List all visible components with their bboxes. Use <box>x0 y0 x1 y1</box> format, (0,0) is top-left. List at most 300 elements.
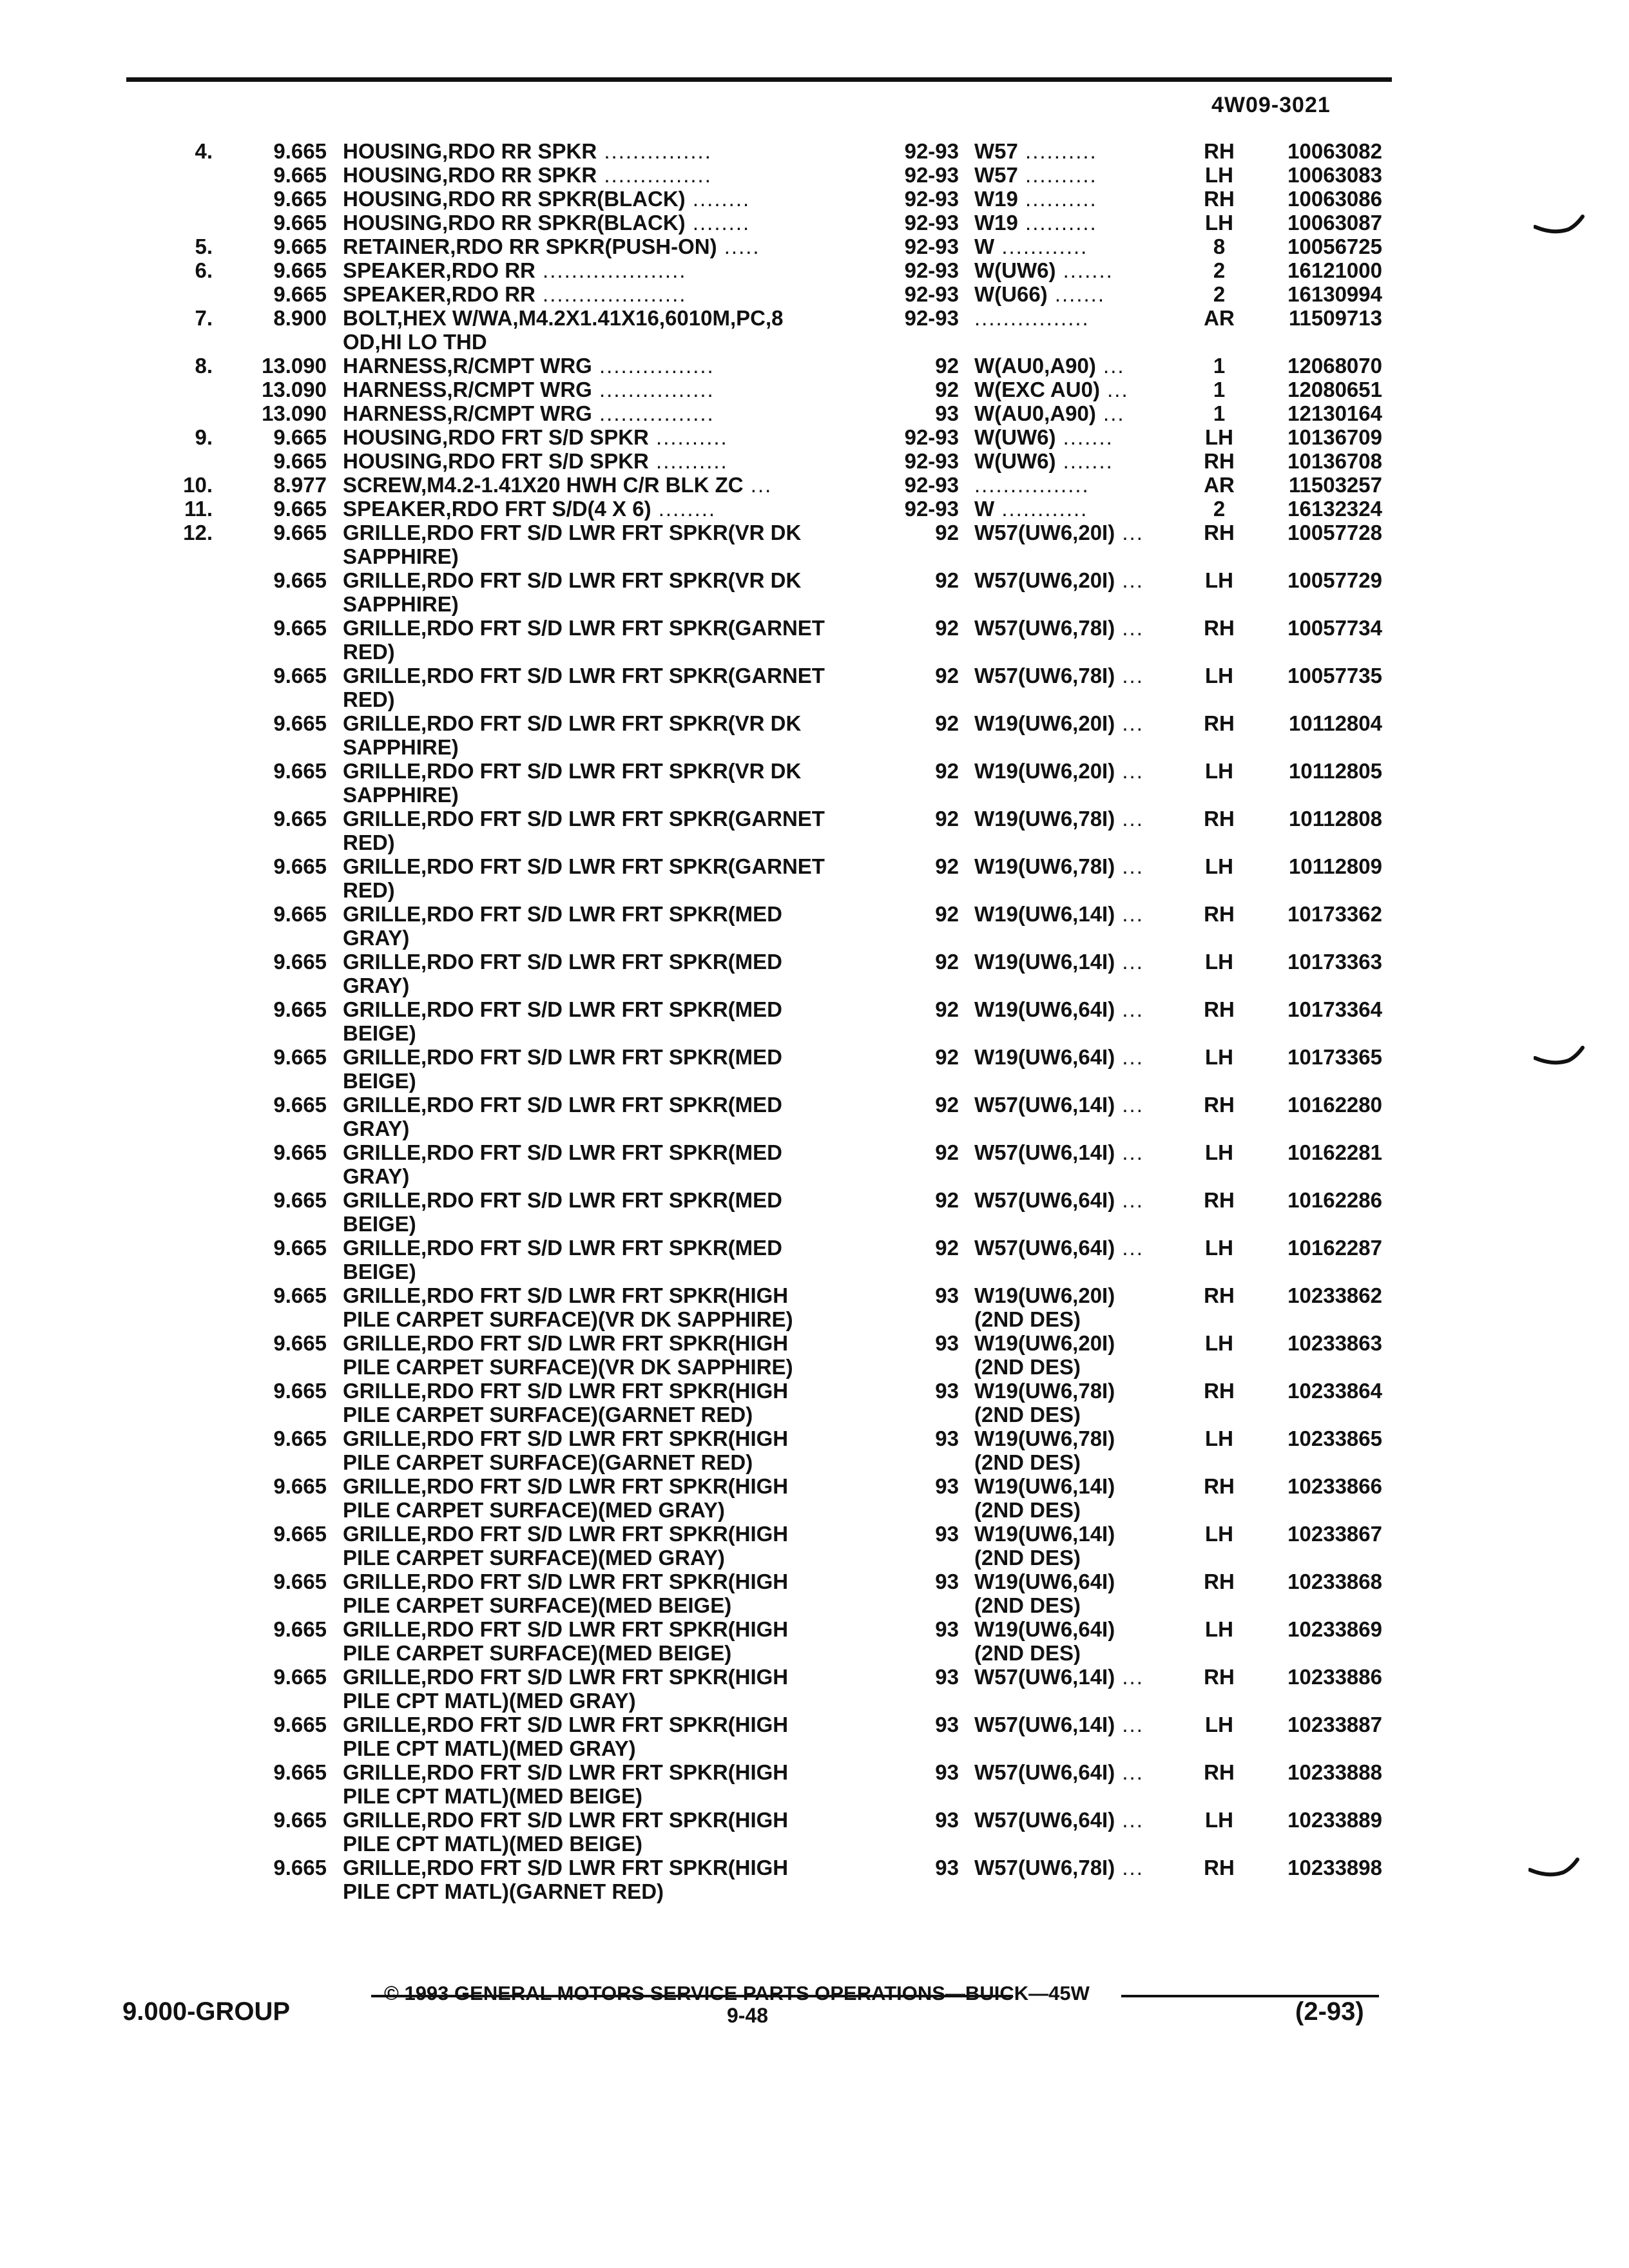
part-name: HOUSING <box>343 163 443 187</box>
model-text: W57(UW6,78I) <box>974 616 1115 640</box>
part-description <box>343 282 884 306</box>
part-description <box>343 1427 884 1474</box>
leader-dots: ... <box>1095 354 1125 378</box>
part-number: 10063086 <box>1287 187 1382 211</box>
quantity: 2 <box>1213 258 1226 282</box>
model-years: 93 <box>935 1760 959 1784</box>
group-number: 9.665 <box>273 664 327 687</box>
part-description <box>343 425 884 449</box>
part-description <box>343 997 884 1045</box>
model-text: W19(UW6,20I) <box>974 711 1115 735</box>
quantity: RH <box>1204 1665 1235 1689</box>
group-number: 9.665 <box>273 616 327 640</box>
group-number: 13.090 <box>262 378 327 401</box>
part-detail: ,RDO FRT S/D LWR FRT SPKR(MED <box>421 902 782 926</box>
part-detail: ,RDO FRT S/D LWR FRT SPKR(MED <box>421 1188 782 1212</box>
part-number: 10233864 <box>1287 1379 1382 1403</box>
part-name: GRILLE <box>343 1379 421 1403</box>
part-number: 10136709 <box>1287 425 1382 449</box>
leader-dots: ... <box>1115 1045 1144 1069</box>
part-name: HOUSING <box>343 187 443 211</box>
leader-dots: ................ <box>592 401 715 425</box>
model-text: W19(UW6,14I) <box>974 1522 1115 1546</box>
group-number: 9.665 <box>273 1188 327 1212</box>
part-number: 10233898 <box>1287 1856 1382 1879</box>
part-detail: ,RDO FRT S/D LWR FRT SPKR(HIGH <box>421 1522 789 1546</box>
leader-dots: ... <box>1115 711 1144 735</box>
part-detail: ,RDO FRT S/D LWR FRT SPKR(VR DK <box>421 711 802 735</box>
quantity: 2 <box>1213 282 1226 306</box>
part-name: GRILLE <box>343 1331 421 1355</box>
group-number: 8.977 <box>273 473 327 497</box>
model-text: W19(UW6,64I) <box>974 1617 1115 1641</box>
model-years: 92 <box>935 807 959 831</box>
model-years: 92 <box>935 354 959 378</box>
model-code <box>974 187 1097 211</box>
model-code <box>974 282 1105 306</box>
model-text: W57(UW6,14I) <box>974 1713 1115 1736</box>
quantity: LH <box>1205 854 1233 878</box>
part-name: SPEAKER <box>343 497 446 521</box>
part-number: 10063083 <box>1287 163 1382 187</box>
part-number: 10162287 <box>1287 1236 1382 1260</box>
leader-dots: ... <box>1115 664 1144 687</box>
model-text-continued: (2ND DES) <box>974 1355 1081 1379</box>
quantity: RH <box>1204 1760 1235 1784</box>
part-number: 16132324 <box>1287 497 1382 521</box>
model-text: W19(UW6,64I) <box>974 1045 1115 1069</box>
quantity: AR <box>1204 473 1235 497</box>
part-description <box>343 306 884 354</box>
part-name: GRILLE <box>343 759 421 783</box>
document-code: 4W09-3021 <box>1211 93 1331 117</box>
ref-number: 10. <box>183 473 213 497</box>
part-name: GRILLE <box>343 616 421 640</box>
part-name: RETAINER <box>343 235 450 258</box>
model-code <box>974 473 1090 497</box>
model-code <box>974 854 1144 878</box>
model-text: W57(UW6,64I) <box>974 1760 1115 1784</box>
part-number: 10162281 <box>1287 1140 1382 1164</box>
part-number: 10173365 <box>1287 1045 1382 1069</box>
model-text: W57 <box>974 163 1018 187</box>
model-years: 92-93 <box>904 235 959 258</box>
quantity: RH <box>1204 997 1235 1021</box>
part-detail: ,RDO FRT S/D LWR FRT SPKR(MED <box>421 1093 782 1117</box>
part-name: HARNESS <box>343 354 447 378</box>
group-number: 9.665 <box>273 1474 327 1498</box>
leader-dots: ................ <box>592 378 715 401</box>
quantity: 2 <box>1213 497 1226 521</box>
group-number: 9.665 <box>273 258 327 282</box>
part-name: HOUSING <box>343 425 443 449</box>
part-detail-continued: PILE CPT MATL)(MED GRAY) <box>343 1736 636 1760</box>
part-number: 10233888 <box>1287 1760 1382 1784</box>
leader-dots: ....... <box>1055 425 1113 449</box>
model-years: 92 <box>935 997 959 1021</box>
leader-dots: ... <box>1115 1808 1144 1832</box>
model-code <box>974 139 1097 163</box>
model-years: 92 <box>935 521 959 544</box>
quantity: LH <box>1205 1427 1233 1450</box>
part-description <box>343 1379 884 1427</box>
leader-dots: ... <box>1115 950 1144 974</box>
part-description <box>343 1331 884 1379</box>
part-detail: ,RDO FRT S/D LWR FRT SPKR(MED <box>421 1236 782 1260</box>
part-name: HARNESS <box>343 401 447 425</box>
group-number: 9.665 <box>273 1665 327 1689</box>
ref-number: 4. <box>195 139 213 163</box>
part-detail-continued: PILE CARPET SURFACE)(GARNET RED) <box>343 1403 753 1427</box>
quantity: RH <box>1204 1188 1235 1212</box>
part-detail: ,RDO FRT S/D LWR FRT SPKR(HIGH <box>421 1474 789 1498</box>
part-detail-continued: SAPPHIRE) <box>343 544 459 568</box>
leader-dots: ................ <box>592 354 715 378</box>
part-detail-continued: RED) <box>343 687 395 711</box>
part-number: 10162286 <box>1287 1188 1382 1212</box>
part-name: SPEAKER <box>343 258 446 282</box>
model-text: W19(UW6,20I) <box>974 759 1115 783</box>
model-code <box>974 1760 1144 1784</box>
model-text: W(U66) <box>974 282 1048 306</box>
part-detail: ,RDO FRT S/D LWR FRT SPKR(HIGH <box>421 1856 789 1879</box>
model-code <box>974 950 1144 974</box>
part-name: SCREW <box>343 473 421 497</box>
quantity: LH <box>1205 425 1233 449</box>
group-number: 9.665 <box>273 759 327 783</box>
part-description <box>343 1283 884 1331</box>
model-years: 92 <box>935 759 959 783</box>
part-detail-continued: BEIGE) <box>343 1212 416 1236</box>
model-text-continued: (2ND DES) <box>974 1403 1081 1427</box>
model-text: W19(UW6,78I) <box>974 807 1115 831</box>
part-number: 12130164 <box>1287 401 1382 425</box>
model-code <box>974 1856 1144 1879</box>
part-number: 11503257 <box>1288 473 1382 497</box>
quantity: LH <box>1205 1808 1233 1832</box>
model-years: 92 <box>935 1188 959 1212</box>
group-number: 9.665 <box>273 1379 327 1403</box>
group-number: 9.665 <box>273 497 327 521</box>
part-detail: ,RDO RR SPKR <box>442 139 597 163</box>
model-text: W57(UW6,20I) <box>974 568 1115 592</box>
ref-number: 12. <box>183 521 213 544</box>
model-code <box>974 759 1144 783</box>
quantity: LH <box>1205 1045 1233 1069</box>
quantity: 1 <box>1213 401 1226 425</box>
group-number: 9.665 <box>273 1093 327 1117</box>
part-number: 12068070 <box>1287 354 1382 378</box>
leader-dots: ... <box>1115 1140 1144 1164</box>
model-text: W57(UW6,14I) <box>974 1140 1115 1164</box>
part-number: 10057729 <box>1287 568 1382 592</box>
part-description <box>343 1713 884 1760</box>
part-detail-continued: BEIGE) <box>343 1260 416 1283</box>
leader-dots: .......... <box>1017 139 1097 163</box>
model-text: W57(UW6,78I) <box>974 664 1115 687</box>
ref-number: 9. <box>195 425 213 449</box>
quantity: LH <box>1205 1522 1233 1546</box>
part-name: HOUSING <box>343 139 443 163</box>
part-detail: ,RDO FRT S/D LWR FRT SPKR(VR DK <box>421 759 802 783</box>
quantity: LH <box>1205 1713 1233 1736</box>
part-description <box>343 807 884 854</box>
model-code <box>974 1045 1144 1069</box>
model-code <box>974 1331 1115 1379</box>
model-years: 92-93 <box>904 187 959 211</box>
part-name: GRILLE <box>343 1283 421 1307</box>
part-number: 10233866 <box>1287 1474 1382 1498</box>
group-number: 9.665 <box>273 1570 327 1593</box>
group-number: 9.665 <box>273 568 327 592</box>
quantity: AR <box>1204 306 1235 330</box>
quantity: RH <box>1204 1474 1235 1498</box>
model-code <box>974 1522 1115 1570</box>
model-years: 92-93 <box>904 497 959 521</box>
model-text: W57(UW6,64I) <box>974 1808 1115 1832</box>
model-code <box>974 1474 1115 1522</box>
part-name: GRILLE <box>343 902 421 926</box>
model-code <box>974 902 1144 926</box>
part-number: 11509713 <box>1288 306 1382 330</box>
part-detail: ,RDO FRT S/D LWR FRT SPKR(GARNET <box>421 854 825 878</box>
part-detail: ,RDO RR SPKR(BLACK) <box>442 211 686 235</box>
part-detail-continued: PILE CPT MATL)(MED GRAY) <box>343 1689 636 1713</box>
model-code <box>974 521 1144 544</box>
model-code <box>974 1283 1115 1331</box>
group-number: 9.665 <box>273 1283 327 1307</box>
part-name: GRILLE <box>343 1188 421 1212</box>
leader-dots: ... <box>1115 902 1144 926</box>
model-text: W19 <box>974 211 1018 235</box>
leader-dots: .......... <box>648 449 728 473</box>
part-detail: ,RDO FRT S/D LWR FRT SPKR(GARNET <box>421 616 825 640</box>
part-detail: ,RDO FRT S/D LWR FRT SPKR(MED <box>421 1045 782 1069</box>
model-text-continued: (2ND DES) <box>974 1546 1081 1570</box>
model-code <box>974 401 1125 425</box>
part-description <box>343 1522 884 1570</box>
leader-dots: ... <box>1115 1188 1144 1212</box>
leader-dots: ............ <box>994 235 1088 258</box>
part-detail: ,RDO FRT S/D LWR FRT SPKR(HIGH <box>421 1617 789 1641</box>
model-text: W(AU0,A90) <box>974 354 1096 378</box>
ref-number: 8. <box>195 354 213 378</box>
group-number: 9.665 <box>273 1427 327 1450</box>
model-text-continued: (2ND DES) <box>974 1641 1081 1665</box>
ref-number: 6. <box>195 258 213 282</box>
part-name: GRILLE <box>343 1713 421 1736</box>
part-name: GRILLE <box>343 1236 421 1260</box>
model-years: 93 <box>935 1474 959 1498</box>
model-years: 92 <box>935 1093 959 1117</box>
model-code <box>974 711 1144 735</box>
leader-dots: ........ <box>685 211 751 235</box>
group-number: 9.665 <box>273 950 327 974</box>
leader-dots: ... <box>1115 997 1144 1021</box>
model-code <box>974 568 1144 592</box>
model-years: 92 <box>935 1045 959 1069</box>
part-detail: ,RDO FRT S/D LWR FRT SPKR(HIGH <box>421 1570 789 1593</box>
part-number: 10162280 <box>1287 1093 1382 1117</box>
model-code <box>974 378 1129 401</box>
part-detail-continued: SAPPHIRE) <box>343 735 459 759</box>
group-number: 13.090 <box>262 354 327 378</box>
model-text-continued: (2ND DES) <box>974 1450 1081 1474</box>
model-code <box>974 616 1144 640</box>
leader-dots: .......... <box>648 425 728 449</box>
part-number: 10233886 <box>1287 1665 1382 1689</box>
part-description <box>343 1570 884 1617</box>
part-detail-continued: GRAY) <box>343 1164 410 1188</box>
part-description <box>343 902 884 950</box>
part-name: HOUSING <box>343 449 443 473</box>
leader-dots: ................ <box>974 473 1090 497</box>
model-text: W57(UW6,14I) <box>974 1665 1115 1689</box>
part-detail: ,M4.2-1.41X20 HWH C/R BLK ZC <box>421 473 744 497</box>
leader-dots: .......... <box>1017 163 1097 187</box>
part-name: HARNESS <box>343 378 447 401</box>
part-description <box>343 354 884 378</box>
part-description <box>343 497 884 521</box>
part-number: 16121000 <box>1287 258 1382 282</box>
part-detail: ,RDO FRT S/D LWR FRT SPKR(HIGH <box>421 1808 789 1832</box>
part-description <box>343 1140 884 1188</box>
model-code <box>974 211 1097 235</box>
model-years: 92-93 <box>904 139 959 163</box>
model-years: 93 <box>935 1283 959 1307</box>
part-name: GRILLE <box>343 711 421 735</box>
part-number: 10173364 <box>1287 997 1382 1021</box>
quantity: RH <box>1204 1856 1235 1879</box>
leader-dots: ..... <box>717 235 760 258</box>
leader-dots: ............... <box>597 139 712 163</box>
margin-check-mark <box>1534 1044 1585 1070</box>
quantity: RH <box>1204 449 1235 473</box>
revision-date: (2-93) <box>1295 1997 1364 2026</box>
margin-check-mark <box>1534 213 1585 238</box>
part-number: 10063087 <box>1287 211 1382 235</box>
part-description <box>343 1474 884 1522</box>
part-name: GRILLE <box>343 1570 421 1593</box>
part-detail-continued: PILE CARPET SURFACE)(MED BEIGE) <box>343 1641 732 1665</box>
margin-check-mark <box>1528 1856 1580 1881</box>
model-text: W57(UW6,20I) <box>974 521 1115 544</box>
part-description <box>343 1760 884 1808</box>
group-number: 9.665 <box>273 163 327 187</box>
part-number: 10173363 <box>1287 950 1382 974</box>
part-name: GRILLE <box>343 1474 421 1498</box>
leader-dots: ........ <box>685 187 751 211</box>
part-name: GRILLE <box>343 1045 421 1069</box>
part-description <box>343 449 884 473</box>
part-name: GRILLE <box>343 807 421 831</box>
model-years: 92 <box>935 902 959 926</box>
quantity: LH <box>1205 1617 1233 1641</box>
quantity: LH <box>1205 759 1233 783</box>
part-description <box>343 616 884 664</box>
model-text-continued: (2ND DES) <box>974 1593 1081 1617</box>
quantity: RH <box>1204 711 1235 735</box>
part-detail-continued: OD,HI LO THD <box>343 330 487 354</box>
part-detail: ,RDO RR SPKR(BLACK) <box>442 187 686 211</box>
leader-dots: ... <box>1115 616 1144 640</box>
quantity: RH <box>1204 1379 1235 1403</box>
model-code <box>974 1570 1115 1617</box>
quantity: 8 <box>1213 235 1226 258</box>
group-number: 9.665 <box>273 282 327 306</box>
part-description <box>343 1617 884 1665</box>
leader-dots: ... <box>1115 1093 1144 1117</box>
part-detail-continued: PILE CPT MATL)(MED BEIGE) <box>343 1784 643 1808</box>
part-description <box>343 258 884 282</box>
model-code <box>974 1665 1144 1689</box>
group-number: 9.665 <box>273 807 327 831</box>
group-number: 9.665 <box>273 1808 327 1832</box>
part-detail: ,RDO FRT S/D LWR FRT SPKR(GARNET <box>421 807 825 831</box>
model-years: 92 <box>935 1140 959 1164</box>
leader-dots: .......... <box>1017 187 1097 211</box>
part-detail: ,RDO FRT S/D LWR FRT SPKR(HIGH <box>421 1331 789 1355</box>
part-detail-continued: GRAY) <box>343 926 410 950</box>
part-name: GRILLE <box>343 1760 421 1784</box>
model-years: 93 <box>935 1379 959 1403</box>
model-years: 92-93 <box>904 449 959 473</box>
quantity: 1 <box>1213 378 1226 401</box>
part-name: GRILLE <box>343 1856 421 1879</box>
model-years: 92-93 <box>904 163 959 187</box>
model-years: 92-93 <box>904 258 959 282</box>
part-name: GRILLE <box>343 950 421 974</box>
model-text: W <box>974 497 995 521</box>
group-number: 9.665 <box>273 997 327 1021</box>
part-detail: ,RDO RR <box>445 258 535 282</box>
part-name: GRILLE <box>343 664 421 687</box>
model-years: 93 <box>935 1570 959 1593</box>
part-detail: ,RDO FRT S/D SPKR <box>442 425 649 449</box>
part-name: GRILLE <box>343 568 421 592</box>
model-text: W57(UW6,14I) <box>974 1093 1115 1117</box>
model-text: W57 <box>974 139 1018 163</box>
part-detail: ,RDO RR <box>445 282 535 306</box>
part-description <box>343 1236 884 1283</box>
part-number: 10112808 <box>1288 807 1382 831</box>
part-detail: ,RDO FRT S/D LWR FRT SPKR(MED <box>421 950 782 974</box>
part-description <box>343 759 884 807</box>
quantity: RH <box>1204 1283 1235 1307</box>
part-number: 10056725 <box>1287 235 1382 258</box>
model-years: 93 <box>935 1808 959 1832</box>
group-number: 9.665 <box>273 425 327 449</box>
part-number: 10173362 <box>1287 902 1382 926</box>
part-number: 16130994 <box>1287 282 1382 306</box>
part-detail-continued: PILE CARPET SURFACE)(VR DK SAPPHIRE) <box>343 1307 793 1331</box>
leader-dots: ... <box>1115 1760 1144 1784</box>
part-description <box>343 1045 884 1093</box>
leader-dots: ....... <box>1055 449 1113 473</box>
group-number: 9.665 <box>273 1713 327 1736</box>
quantity: RH <box>1204 139 1235 163</box>
part-description <box>343 378 884 401</box>
footer-copyright: © 1993 GENERAL MOTORS SERVICE PARTS OPERATIONS—BUICK—45W <box>384 1982 1090 2004</box>
model-text: W19 <box>974 187 1018 211</box>
part-detail: ,RDO FRT S/D LWR FRT SPKR(VR DK <box>421 521 802 544</box>
model-text: W19(UW6,78I) <box>974 854 1115 878</box>
quantity: RH <box>1204 521 1235 544</box>
part-detail: ,R/CMPT WRG <box>447 354 592 378</box>
model-text: W57(UW6,78I) <box>974 1856 1115 1879</box>
part-number: 10112805 <box>1288 759 1382 783</box>
group-number: 9.665 <box>273 449 327 473</box>
